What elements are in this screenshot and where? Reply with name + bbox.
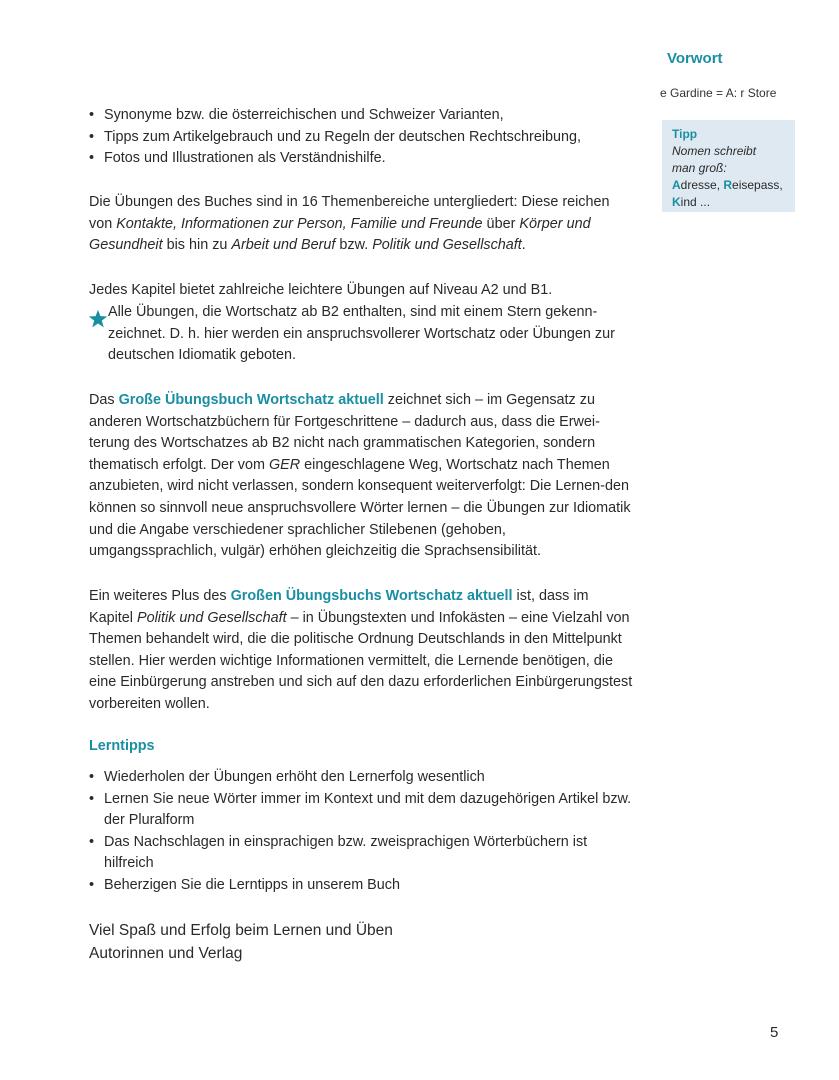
italic-text: GER	[268, 456, 301, 473]
tipp-line-2: man groß:	[672, 161, 727, 175]
closing-line-2: Autorinnen und Verlag	[89, 945, 243, 962]
text: Die Übungen des Buches sind in 16 Themenbereiche untergliedert: Diese reichen von	[89, 194, 610, 232]
page-number: 5	[770, 1024, 779, 1041]
feature-list	[89, 105, 634, 170]
tipp-line-3	[672, 177, 785, 194]
tipp-text: ind ...	[680, 195, 711, 209]
tipp-cap: A	[672, 178, 681, 192]
star-icon	[88, 309, 108, 329]
lerntipps-list	[89, 767, 634, 897]
paragraph-concept	[89, 390, 634, 563]
text: Ein weiteres Plus des	[89, 588, 231, 604]
text: – in Übungstexten und Infokästen – eine Vielzahl von Themen behandelt wird, die die politische Ordnung Deutschlands in den Mittelpunkt stellen. Hier werden wichtige Informationen vermittelt, die Lernende benötigen, die eine Einbürgerung anstreben und sich auf den dazu erforderlichen Einbürgerungstest vorbereiten wollen.	[89, 609, 633, 712]
list-item: • Beherzigen Sie die Lerntipps in unserem Buch	[89, 875, 634, 897]
margin-note	[660, 86, 776, 100]
lerntipps-heading: Lerntipps	[89, 738, 155, 754]
tipp-text: eisepass,	[732, 178, 783, 192]
text: bis hin zu	[162, 237, 232, 254]
paragraph-themes	[89, 192, 634, 257]
italic-text: Kontakte, Informationen zur Person, Familie und Freunde	[116, 215, 483, 232]
text: ist, dass im Kapitel	[89, 588, 589, 626]
tipp-text: dresse,	[680, 178, 724, 192]
margin-note-text: e Gardine = A: r Store	[660, 86, 777, 100]
italic-text: Arbeit und Beruf	[231, 237, 336, 254]
list-item: • Wiederholen der Übungen erhöht den Lernerfolg wesentlich	[89, 767, 634, 789]
italic-text: Politik und Gesellschaft	[372, 237, 522, 254]
tipp-cap: R	[723, 178, 733, 192]
tipp-box	[662, 120, 795, 212]
list-item: • Fotos und Illustrationen als Verständnishilfe.	[89, 148, 634, 170]
tipp-line-4	[672, 194, 785, 211]
italic-text: Körper und Gesundheit	[89, 215, 591, 254]
book-title: Große Übungsbuch Wortschatz aktuell	[118, 392, 384, 408]
list-item: • Synonyme bzw. die österreichischen und Schweizer Varianten,	[89, 105, 634, 127]
tipp-line-1: Nomen schreibt	[672, 144, 757, 158]
paragraph-levels: Jedes Kapitel bietet zahlreiche leichtere Übungen auf Niveau A2 und B1.	[89, 282, 553, 298]
tipp-label: Tipp	[672, 127, 698, 141]
list-item: • Das Nachschlagen in einsprachigen bzw. zweisprachigen Wörterbüchern ist hilfreich	[89, 832, 634, 875]
star-note: Alle Übungen, die Wortschatz ab B2 enthalten, sind mit einem Stern gekenn-zeichnet. D. h. hier werden ein anspruchsvollerer Wortschatz oder Übungen zur deutschen Idiomatik geboten.	[108, 304, 615, 364]
text: eingeschlagene Weg, Wortschatz nach Themen anzubieten, wird nicht verlassen, sondern konsequent weiterverfolgt: Die Lernen-den können so sinnvoll neue anspruchsvollere Wörter lernen – die Übungen zur Idiomatik und die Angabe verschiedener sprachlicher Stilebenen (gehoben, umgangssprachlich, vulgär) erhöhen gleichzeitig die Sprachsensibilität.	[89, 456, 631, 560]
tipp-cap: K	[672, 195, 681, 209]
section-title: Vorwort	[667, 50, 723, 67]
text: bzw.	[335, 237, 373, 254]
text: zeichnet sich – im Gegensatz zu anderen Wortschatzbüchern für Fortgeschrittene – dadurch aus, dass die Erwei-terung des Wortschatzes ab B2 nicht nach grammatischen Kategorien, sondern thematisch erfolgt. Der vom	[89, 392, 600, 473]
text: .	[521, 237, 526, 254]
list-item: • Lernen Sie neue Wörter immer im Kontext und mit dem dazugehörigen Artikel bzw. der Pluralform	[89, 789, 634, 832]
italic-text: Politik und Gesellschaft	[137, 609, 287, 626]
text: über	[482, 215, 520, 232]
list-item: • Tipps zum Artikelgebrauch und zu Regeln der deutschen Rechtschreibung,	[89, 127, 634, 149]
paragraph-politics	[89, 586, 634, 716]
closing-line-1: Viel Spaß und Erfolg beim Lernen und Üben	[89, 922, 393, 939]
book-title: Großen Übungsbuchs Wortschatz aktuell	[230, 588, 513, 604]
text: Das	[89, 392, 119, 408]
